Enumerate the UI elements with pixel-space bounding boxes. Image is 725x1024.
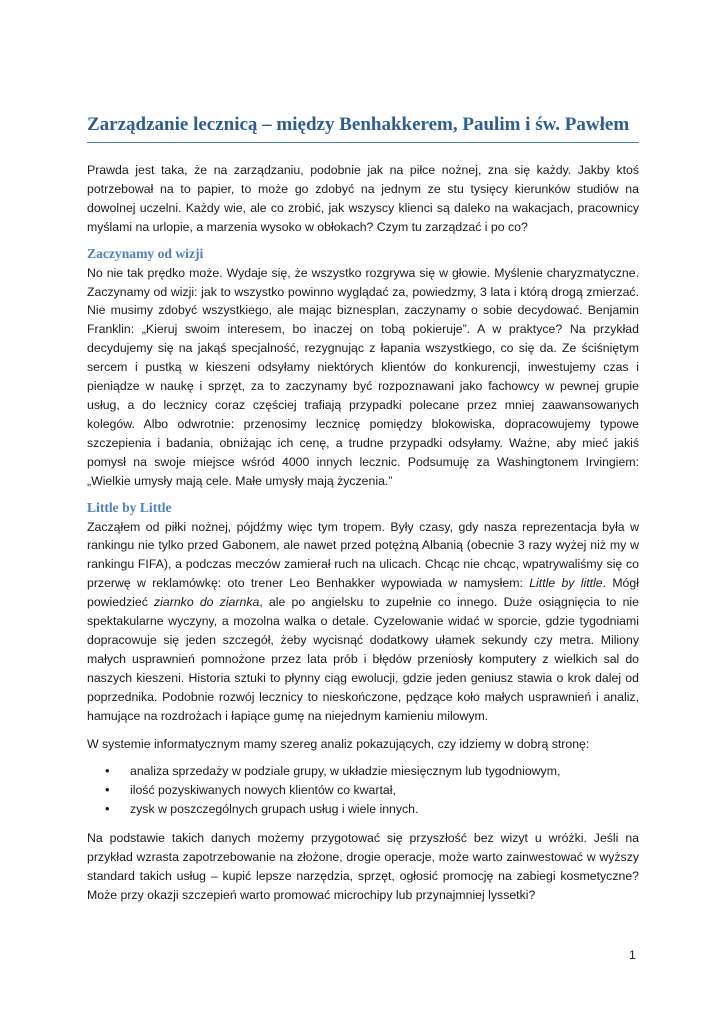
list-item: • ilość pozyskiwanych nowych klientów co kwartał, [87,781,639,800]
future-paragraph: Na podstawie takich danych możemy przygotować się przyszłość bez wizyt u wróżki. Jeśli na przykład wzrasta zapotrzebowanie na złożone, drogie operacje, może warto zainwestować w wyższy standard takich usług – kupić lepsze narzędzia, sprzęt, ogłosić promocję na zabiegi kosmetyczne? Może przy okazji szczepień warto promować microchipy lub przynajmniej lyssetki? [87,831,639,902]
list-item: • zysk w poszczególnych grupach usług i wiele innych. [87,800,639,819]
page-content [87,112,639,905]
emphasis-ziarnko: ziarnko do ziarnka [154,595,260,610]
analyses-intro-paragraph: W systemie informatycznym mamy szereg analiz pokazujących, czy idziemy w dobrą stronę: [87,737,590,752]
paragraph-text: Zacząłem od piłki nożnej, pójdźmy więc tym tropem. Były czasy, gdy nasza reprezentacja była w rankingu nie tylko przed Gabonem, ale nawet przed potężną Albanią (obecnie 3 razy wyżej niż my w rankingu FIFA), a podczas meczów zamierał ruch na ulicach. Chcąc nie chcąc, wpatrywaliśmy się co przerwę w reklamówkę: oto trener Leo Benhakker wypowiada w namysłem: [87,519,639,591]
section-heading-little-by-little: Little by Little [87,499,172,515]
analyses-list [87,762,639,819]
little-by-little-paragraph [87,518,639,726]
list-item: • analiza sprzedaży w podziale grupy, w układzie miesięcznym lub tygodniowym, [87,762,639,781]
vision-paragraph: No nie tak prędko może. Wydaje się, że wszystko rozgrywa się w głowie. Myślenie charyzmatyczne. Zaczynamy od wizji: jak to wszystko powinno wyglądać za, powiedzmy, 3 lata i którą drogą zmierzać. Nie musimy zdobyć wszystkiego, ale mając biznesplan, zaczynamy o sobie decydować. Benjamin Franklin: „Kieruj swoim interesem, bo inaczej on tobą pokieruje”. A w praktyce? Na przykład decydujemy się na jakąś specjalność, rezygnując z łapania wszystkiego, co się da. Ze ściśniętym sercem i pustką w kieszeni odsyłamy niektórych klientów do konkurencji, inwestujemy czas i pieniądze w naukę i sprzęt, za to zaczynamy być rozpoznawani jako fachowcy w pewnej grupie usług, a do lecznicy coraz częściej trafiają przypadki polecane przez mniej zaawansowanych kolegów. Albo odwrotnie: przenosimy lecznicę pomiędzy blokowiska, dopracowujemy typowe szczepienia i badania, obniżając ich cenę, a trudne przypadki odsyłamy. Ważne, aby mieć jakiś pomysł na swoje miejsce wśród 4000 innych lecznic. Podsumuję za Washingtonem Irvingiem: „Wielkie umysły mają cele. Małe umysły mają życzenia.” [87,265,639,488]
page-number: 1 [629,948,636,962]
paragraph-text: , ale po angielsku to zupełnie co innego. Duże osiągnięcia to nie spektakularne wyczyny, a mozolna walka o detale. Cyzelowanie widać w sporcie, gdzie tygodniami dopracowuje się jeden szczegół, żeby wycisnąć dodatkowy ułamek sekundy czy metra. Miliony małych usprawnień pomnożone przez lata prób i błędów przeniosły komputery z wielkich sal do naszych kieszeni. Historia sztuki to płynny ciąg ewolucji, gdzie jeden geniusz stawia o krok dalej od poprzednika. Podobnie rozwój lecznicy to nieskończone, pędzące koło małych usprawnień i analiz, hamujące na rozdrożach i łapiące gumę na niejednym kamieniu milowym. [87,595,639,723]
document-title: Zarządzanie lecznicą – między Benhakkerem, Paulim i św. Pawłem [87,112,639,143]
section-heading-vision: Zaczynamy od wizji [87,245,204,261]
paragraph-text: . Mógł powiedzieć [87,576,639,610]
emphasis-little-by-little: Little by little [529,576,603,591]
intro-paragraph: Prawda jest taka, że na zarządzaniu, podobnie jak na piłce nożnej, zna się każdy. Jakby ktoś potrzebował na to papier, to może go zdobyć na jednym ze stu tysięcy kierunków studiów na dowolnej uczelni. Każdy wie, ale co zrobić, jak wszyscy klienci są daleko na wakacjach, pracownicy myślami na urlopie, a marzenia wysoko w obłokach? Czym tu zarządzać i po co? [87,163,639,234]
